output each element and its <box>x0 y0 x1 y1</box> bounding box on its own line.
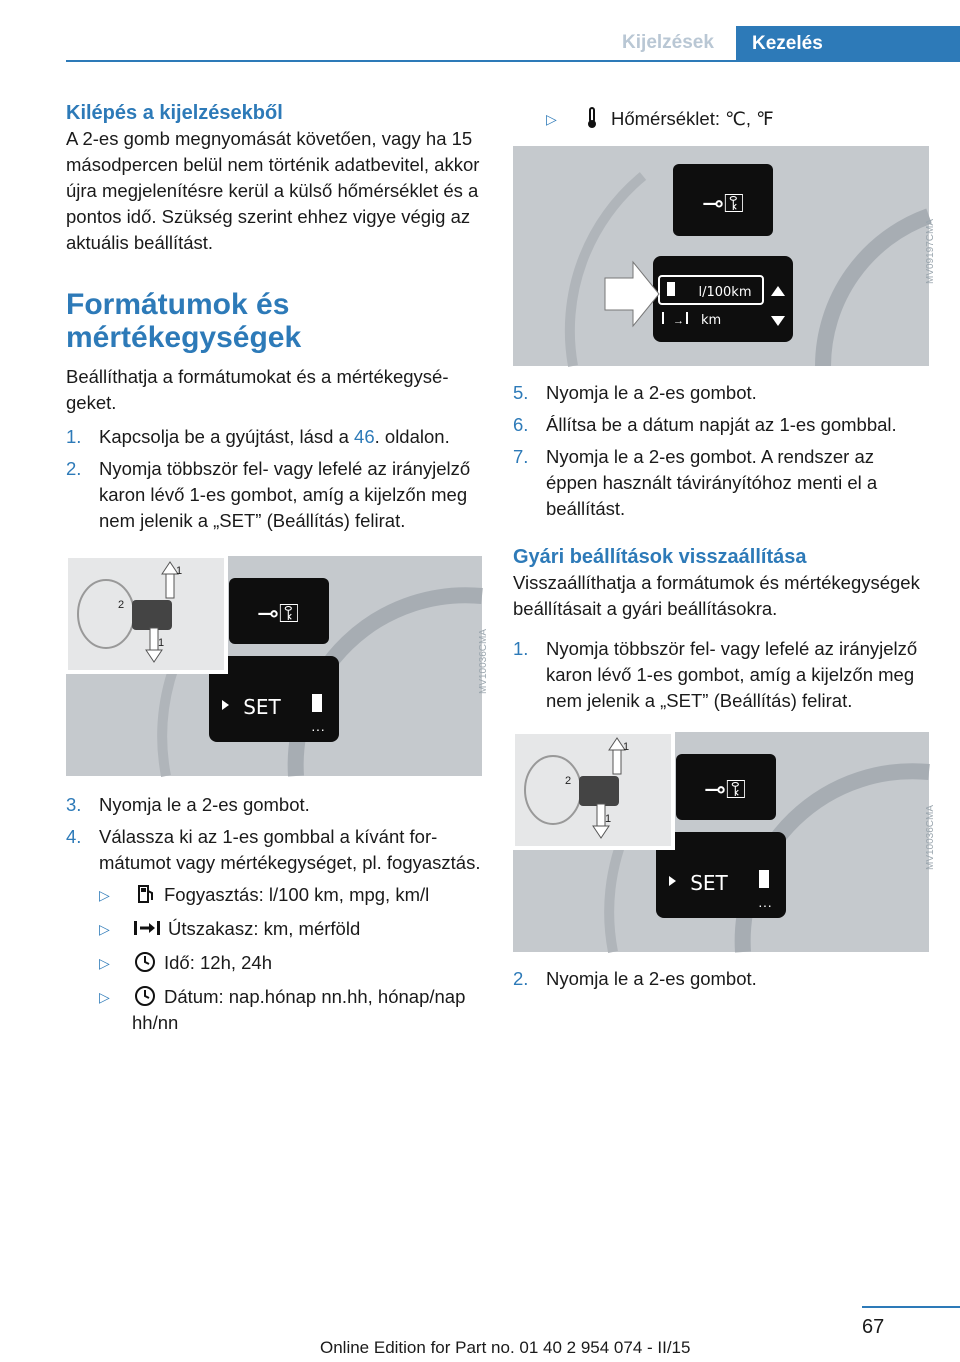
list-item <box>513 966 929 992</box>
figure-display-consumption <box>513 146 936 366</box>
option-text: Fogyasztás: l/100 km, mpg, km/l <box>164 884 430 905</box>
section-text-factory-reset: Visszaállíthatja a formátumok és mértékegységek beállításait a gyári beállításokra. <box>513 572 920 619</box>
clock-icon <box>132 985 158 1007</box>
step-number: 6. <box>513 414 529 435</box>
step-text: Állítsa be a dátum napját az 1-es gombbal. <box>546 414 897 435</box>
figure-illustration <box>513 146 929 366</box>
bullet-triangle-icon: ▷ <box>99 955 110 971</box>
step-number: 5. <box>513 382 529 403</box>
list-item <box>513 444 929 522</box>
figure-code: MV10036CMA <box>924 804 936 871</box>
svg-text:···: ··· <box>311 721 325 737</box>
list-item <box>99 984 482 1036</box>
bullet-triangle-icon: ▷ <box>99 921 110 937</box>
page-link[interactable]: 46 <box>354 426 375 447</box>
section-title-formats: Formátumok és mértékegységek <box>66 288 302 354</box>
step-number: 7. <box>513 446 529 467</box>
figure-stalk-set <box>66 556 489 776</box>
step-text: Nyomja le a 2-es gombot. <box>546 382 757 403</box>
list-item <box>66 456 482 534</box>
footer-rule <box>862 1306 960 1308</box>
step-number: 3. <box>66 794 82 815</box>
display-set-label: SET <box>243 695 281 719</box>
steps-list-b <box>66 792 482 876</box>
options-list-top <box>513 106 929 132</box>
svg-text:→: → <box>673 315 684 327</box>
display-set-label: SET <box>690 871 728 895</box>
bullet-triangle-icon: ▷ <box>546 111 557 127</box>
step-text: Nyomja le a 2-es gombot. <box>99 794 310 815</box>
svg-text:2: 2 <box>565 775 572 787</box>
figure-code: MV09197CMA <box>924 218 936 285</box>
svg-text:⊸⚿: ⊸⚿ <box>702 189 744 219</box>
section-text-formats: Beállíthatja a formátumokat és a mértékegységeket. <box>66 366 449 413</box>
steps-list-c <box>513 380 929 522</box>
thermometer-icon <box>579 107 605 129</box>
bullet-triangle-icon: ▷ <box>99 887 110 903</box>
svg-text:1: 1 <box>623 741 630 753</box>
step-number: 1. <box>66 426 82 447</box>
step-number: 4. <box>66 826 82 847</box>
steps-list-a <box>66 424 482 534</box>
list-item <box>66 824 482 876</box>
list-item <box>66 424 482 450</box>
svg-text:⊸⚿: ⊸⚿ <box>257 599 299 629</box>
figure-stalk-set-2 <box>513 732 936 952</box>
fuel-pump-icon <box>132 883 158 905</box>
svg-text:1: 1 <box>158 637 165 649</box>
list-item <box>99 950 482 976</box>
clock-icon <box>132 951 158 973</box>
option-text: Útszakasz: km, mérföld <box>168 918 361 939</box>
step-text: Nyomja többször fel- vagy lefelé az irányjelző karon lévő 1-es gombot, amíg a kijelzőn meg nem jelenik a „SET” (Beállítás) felirat. <box>546 638 918 711</box>
options-list <box>99 882 482 1036</box>
list-item <box>99 882 482 908</box>
svg-text:···: ··· <box>758 897 772 913</box>
step-number: 1. <box>513 638 529 659</box>
header-tab-kijelzesek[interactable]: Kijelzések <box>622 32 714 53</box>
list-item <box>513 106 929 132</box>
display-consumption-unit: l/100km <box>698 285 752 300</box>
step-number: 2. <box>66 458 82 479</box>
option-text: Idő: 12h, 24h <box>164 952 273 973</box>
steps-list-d <box>513 636 929 714</box>
list-item <box>66 792 482 818</box>
step-text: Nyomja le a 2-es gombot. A rendszer az éppen használt távirányítóhoz menti el a beállítást. <box>546 446 878 519</box>
figure-illustration <box>513 732 929 952</box>
steps-list-e <box>513 966 929 992</box>
page-number: 67 <box>862 1316 885 1338</box>
svg-text:⊸⚿: ⊸⚿ <box>704 775 746 805</box>
option-text: Hőmérséklet: ℃, ℉ <box>611 108 774 129</box>
list-item <box>513 380 929 406</box>
bullet-triangle-icon: ▷ <box>99 989 110 1005</box>
option-text: Dátum: nap.hónap nn.hh, hónap/nap hh/nn <box>132 986 466 1033</box>
header-tab-kezeles[interactable]: Kezelés <box>736 26 960 61</box>
section-title-factory-reset: Gyári beállítások visszaállítása <box>513 546 807 568</box>
right-column <box>513 106 936 998</box>
footer-edition: Online Edition for Part no. 01 40 2 954 074 - II/15 <box>320 1338 691 1357</box>
step-text: Nyomja le a 2-es gombot. <box>546 968 757 989</box>
list-item <box>513 636 929 714</box>
section-title-exit: Kilépés a kijelzésekből <box>66 102 283 124</box>
list-item <box>513 412 929 438</box>
step-text: Kapcsolja be a gyújtást, lásd a 46. oldalon. <box>99 426 450 447</box>
figure-illustration <box>66 556 482 776</box>
display-trip-unit: km <box>701 313 722 328</box>
svg-text:1: 1 <box>176 565 183 577</box>
step-text: Nyomja többször fel- vagy lefelé az irányjelző karon lévő 1-es gombot, amíg a kijelzőn meg nem jelenik a „SET” (Beállítás) felirat. <box>99 458 471 531</box>
trip-distance-icon <box>132 917 162 939</box>
list-item <box>99 916 482 942</box>
step-number: 2. <box>513 968 529 989</box>
svg-text:1: 1 <box>605 813 612 825</box>
left-column <box>66 100 489 1044</box>
svg-text:2: 2 <box>118 599 125 611</box>
step-text: Válassza ki az 1-es gombbal a kívánt formátumot vagy mértékegységet, pl. fogyasztás. <box>99 826 481 873</box>
section-text-exit: A 2-es gomb megnyomását követően, vagy ha 15 másodpercen belül nem történik adatbevitel, akkor újra megjelenítésre kerül a külső hőmérséklet és a pontos idő. Szükség szerint ehhez vigye végig az aktuális beállítást. <box>66 128 480 253</box>
figure-code: MV10036CMA <box>477 628 489 695</box>
header-rule <box>66 60 960 62</box>
